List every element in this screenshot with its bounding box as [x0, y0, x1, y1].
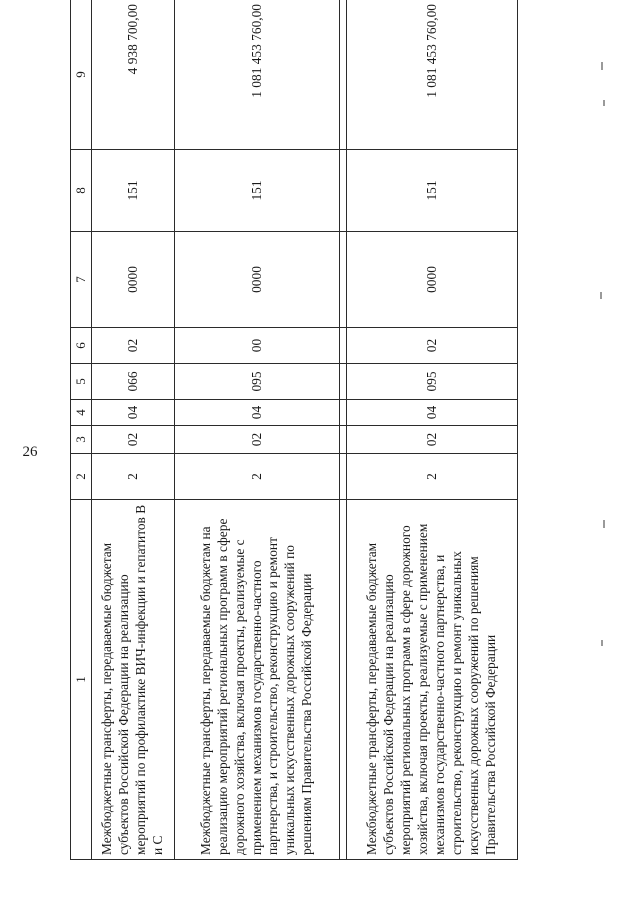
row-code-7: 0000 — [92, 232, 175, 328]
row-amount: 1 081 453 760,00 — [347, 0, 518, 150]
row-code-5: 095 — [175, 364, 340, 400]
scan-mark — [601, 640, 603, 646]
budget-table — [70, 0, 518, 860]
table-row — [175, 0, 340, 860]
row-code-5: 095 — [347, 364, 518, 400]
table-row — [92, 0, 175, 860]
row-description: Межбюджетные трансферты, передаваемые бюджетам субъектов Российской Федерации на реализацию мероприятий по профилактике ВИЧ-инфекции и гепатитов В и С — [92, 500, 175, 860]
row-code-2: 2 — [175, 454, 340, 500]
row-code-7: 0000 — [347, 232, 518, 328]
table-spacer-row — [340, 0, 347, 860]
rotated-table-frame — [70, 0, 510, 860]
table-row — [347, 0, 518, 860]
column-header-9: 9 — [71, 0, 92, 150]
scan-mark — [603, 520, 605, 528]
scan-mark — [600, 292, 602, 299]
row-code-5: 066 — [92, 364, 175, 400]
row-code-3: 02 — [92, 426, 175, 454]
row-code-2: 2 — [347, 454, 518, 500]
row-code-3: 02 — [175, 426, 340, 454]
row-code-8: 151 — [92, 150, 175, 232]
row-code-4: 04 — [92, 400, 175, 426]
row-code-2: 2 — [92, 454, 175, 500]
row-code-8: 151 — [175, 150, 340, 232]
row-code-4: 04 — [175, 400, 340, 426]
row-code-6: 00 — [175, 328, 340, 364]
row-code-6: 02 — [92, 328, 175, 364]
column-number-row — [71, 0, 92, 860]
column-header-3: 3 — [71, 426, 92, 454]
row-code-3: 02 — [347, 426, 518, 454]
row-amount: 1 081 453 760,00 — [175, 0, 340, 150]
column-header-7: 7 — [71, 232, 92, 328]
column-header-8: 8 — [71, 150, 92, 232]
page-number: 26 — [22, 444, 38, 460]
column-header-2: 2 — [71, 454, 92, 500]
row-code-8: 151 — [347, 150, 518, 232]
scan-mark — [603, 100, 605, 106]
row-code-7: 0000 — [175, 232, 340, 328]
column-header-5: 5 — [71, 364, 92, 400]
row-amount: 4 938 700,00 — [92, 0, 175, 150]
row-code-6: 02 — [347, 328, 518, 364]
row-description: Межбюджетные трансферты, передаваемые бюджетам субъектов Российской Федерации на реализацию мероприятий региональных программ в сфере дорожного хозяйства, включая проекты, реализуемые с применением механизмов государственно-частного партнерства, и строительство, реконструкцию и ремонт уникальных искусственных дорожных сооружений по решениям Правительства Российской Федерации — [347, 500, 518, 860]
column-header-4: 4 — [71, 400, 92, 426]
row-description: Межбюджетные трансферты, передаваемые бюджетам на реализацию мероприятий региональных программ в сфере дорожного хозяйства, включая проекты, реализуемые с применением механизмов государственно-частного партнерства, и строительство, реконструкцию и ремонт уникальных искусственных дорожных сооружений по решениям Правительства Российской Федерации — [175, 500, 340, 860]
row-code-4: 04 — [347, 400, 518, 426]
scan-mark — [601, 62, 603, 70]
column-header-6: 6 — [71, 328, 92, 364]
column-header-1: 1 — [71, 500, 92, 860]
